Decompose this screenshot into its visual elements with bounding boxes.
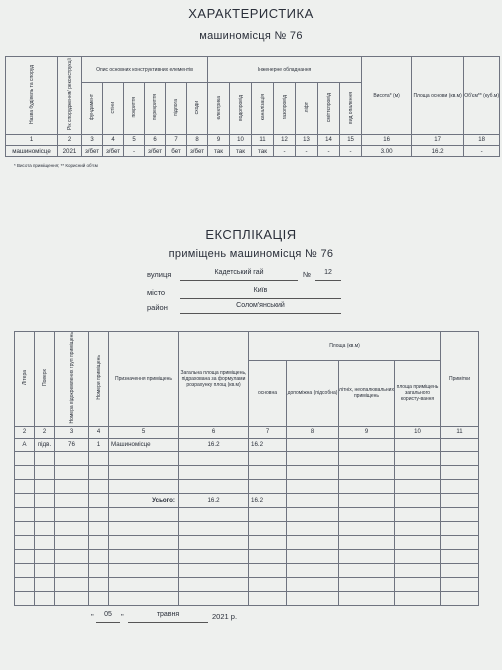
- header-volume: Об'єм** (куб.м): [464, 57, 500, 135]
- col-number: 10: [395, 426, 441, 438]
- col-number: 2: [58, 135, 82, 146]
- characteristic-title: ХАРАКТЕРИСТИКА: [188, 6, 314, 21]
- header-stairs: сходи: [194, 100, 200, 115]
- table-cell: -: [464, 146, 500, 157]
- district-label: район: [147, 303, 168, 312]
- header-total-area: Загальна площа приміщень, підрахована за формулами розрахунку площ (кв.м): [179, 332, 249, 427]
- explication-title: ЕКСПЛІКАЦІЯ: [205, 227, 297, 242]
- characteristic-data-row: [6, 146, 500, 157]
- city-underline: [180, 298, 341, 299]
- table-cell: з/бет: [103, 146, 124, 157]
- table-cell: -: [274, 146, 296, 157]
- house-label: №: [303, 270, 312, 279]
- table-cell: так: [252, 146, 274, 157]
- house-underline: [315, 280, 341, 281]
- header-litera: Літера: [21, 370, 28, 386]
- table-row-empty: [15, 521, 479, 535]
- total-main: 16.2: [249, 493, 287, 507]
- table-cell: підв.: [35, 438, 55, 451]
- table-row-empty: [15, 535, 479, 549]
- col-number: 3: [82, 135, 103, 146]
- characteristic-footnote: * Висота приміщення; ** Корисний об'єм: [14, 163, 98, 168]
- col-number: 15: [340, 135, 362, 146]
- table-cell: з/бет: [145, 146, 166, 157]
- city-value: Київ: [253, 287, 268, 294]
- table-cell: 3.00: [362, 146, 412, 157]
- col-number: 9: [208, 135, 230, 146]
- header-floor: Поверх: [41, 369, 48, 387]
- table-cell: 76: [55, 438, 89, 451]
- header-walls: стіни: [110, 101, 116, 114]
- col-number: 7: [166, 135, 187, 146]
- date-year: 2021 р.: [212, 612, 238, 621]
- table-cell: [441, 438, 479, 451]
- header-purpose: Призначення приміщень: [109, 332, 179, 427]
- header-floor: підлога: [173, 99, 179, 116]
- header-name-purpose: Назва будівель та споруд: [28, 64, 35, 124]
- table-row-empty: [15, 465, 479, 479]
- characteristic-subtitle: машиномісця № 76: [199, 30, 303, 42]
- header-area-group: Площа (кв.м): [249, 332, 441, 361]
- header-aux-area: допоміжна (підсобна): [287, 360, 339, 426]
- col-number: 2: [35, 426, 55, 438]
- col-number: 16: [362, 135, 412, 146]
- table-row-empty: [15, 563, 479, 577]
- total-label: Усього:: [109, 493, 179, 507]
- col-number: 18: [464, 135, 500, 146]
- table-cell: -: [340, 146, 362, 157]
- table-cell: [339, 438, 395, 451]
- date-quote-close: ": [121, 612, 124, 621]
- col-number: 6: [179, 426, 249, 438]
- header-structural-group: Опис основних конструктивних елементів: [82, 57, 208, 83]
- table-cell: [395, 438, 441, 451]
- city-label: місто: [147, 288, 166, 297]
- table-cell: 16.2: [249, 438, 287, 451]
- district-underline: [180, 313, 341, 314]
- total-row: [15, 493, 479, 507]
- table-cell: -: [296, 146, 318, 157]
- col-number: 11: [441, 426, 479, 438]
- characteristic-number-row: [6, 135, 500, 146]
- table-cell: 16.2: [412, 146, 464, 157]
- header-notes: Примітки: [441, 332, 479, 427]
- header-water: водопровід: [237, 94, 244, 121]
- col-number: 8: [287, 426, 339, 438]
- col-number: 4: [103, 135, 124, 146]
- header-group-no: Номера відокремлених груп приміщень: [68, 332, 75, 424]
- explication-table: [14, 331, 479, 606]
- table-cell: 1: [89, 438, 109, 451]
- header-main-area: основна: [249, 360, 287, 426]
- col-number: 7: [249, 426, 287, 438]
- header-room-no: Номери приміщень: [95, 355, 102, 401]
- table-cell: -: [124, 146, 145, 157]
- header-lift: ліфт: [303, 102, 310, 113]
- table-cell: 2021: [58, 146, 82, 157]
- date-month: травня: [156, 611, 180, 618]
- explication-number-row: [15, 426, 479, 438]
- col-number: 6: [145, 135, 166, 146]
- street-value: Кадетський гай: [214, 269, 264, 276]
- table-row-empty: [15, 451, 479, 465]
- table-cell: так: [230, 146, 252, 157]
- header-ceiling: перекриття: [152, 94, 158, 121]
- header-heating: вид опалення: [347, 91, 354, 124]
- header-roof: покриття: [131, 97, 137, 118]
- col-number: 12: [274, 135, 296, 146]
- col-number: 8: [187, 135, 208, 146]
- total-area: 16.2: [179, 493, 249, 507]
- col-number: 3: [55, 426, 89, 438]
- header-electricity: електрика: [215, 95, 222, 120]
- table-cell: машиномісце: [6, 146, 58, 157]
- explication-subtitle: приміщень машиномісця № 76: [168, 248, 334, 260]
- header-foundation: фундамент: [89, 94, 95, 121]
- table-row-empty: [15, 591, 479, 605]
- col-number: 2: [15, 426, 35, 438]
- table-row-empty: [15, 549, 479, 563]
- table-cell: так: [208, 146, 230, 157]
- date-month-underline: [128, 622, 208, 623]
- header-height: Висота* (м): [362, 57, 412, 135]
- header-area: Площа основи (кв.м): [412, 57, 464, 135]
- header-summer-area: літніх, неопалювальних приміщень: [339, 360, 395, 426]
- table-row-empty: [15, 507, 479, 521]
- col-number: 5: [124, 135, 145, 146]
- header-year: Рік спорудження/ реконструкції: [66, 58, 73, 131]
- header-gas: газопровід: [281, 95, 288, 120]
- table-cell: -: [318, 146, 340, 157]
- col-number: 1: [6, 135, 58, 146]
- col-number: 9: [339, 426, 395, 438]
- street-label: вулиця: [147, 270, 172, 279]
- table-row: [15, 438, 479, 451]
- col-number: 17: [412, 135, 464, 146]
- header-common-area: площа приміщень загального користу-вання: [395, 360, 441, 426]
- street-underline: [180, 280, 298, 281]
- col-number: 14: [318, 135, 340, 146]
- col-number: 5: [109, 426, 179, 438]
- col-number: 10: [230, 135, 252, 146]
- table-cell: [287, 438, 339, 451]
- table-row-empty: [15, 479, 479, 493]
- date-quote-open: ": [91, 612, 94, 621]
- header-engineering-group: Інженерне обладнання: [208, 57, 362, 83]
- district-value: Солом'янський: [236, 302, 285, 309]
- header-sewer: каналізація: [259, 94, 266, 121]
- table-cell: А: [15, 438, 35, 451]
- header-garbage: сміттєпровід: [325, 92, 332, 123]
- col-number: 13: [296, 135, 318, 146]
- col-number: 4: [89, 426, 109, 438]
- table-cell: 16.2: [179, 438, 249, 451]
- house-value: 12: [324, 269, 332, 276]
- characteristic-table: [5, 56, 500, 157]
- date-day-underline: [96, 622, 120, 623]
- date-day: 05: [104, 611, 112, 618]
- table-cell: з/бет: [187, 146, 208, 157]
- table-cell: Машиномісце: [109, 438, 179, 451]
- table-cell: бет: [166, 146, 187, 157]
- table-cell: з/бет: [82, 146, 103, 157]
- table-row-empty: [15, 577, 479, 591]
- col-number: 11: [252, 135, 274, 146]
